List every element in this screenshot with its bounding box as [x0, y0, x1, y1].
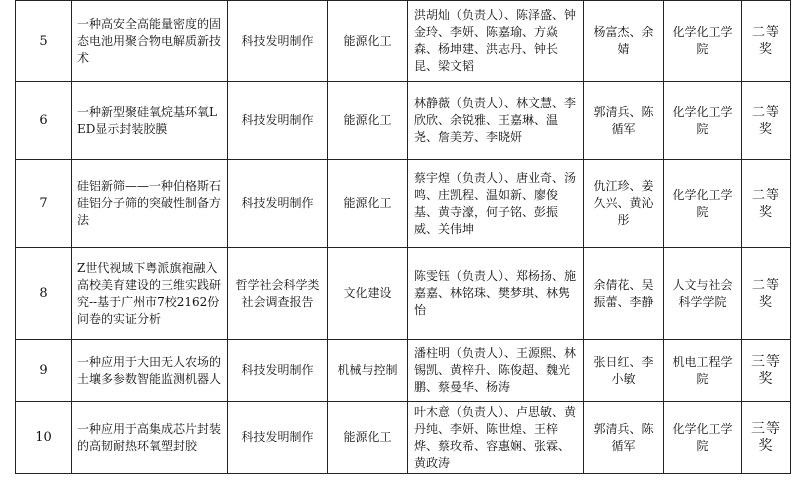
project-field: 能源化工: [328, 1, 408, 82]
row-number: 6: [16, 82, 72, 160]
college: 化学化工学院: [664, 82, 742, 160]
advisors: 余倩花、吴振蕾、李静: [584, 248, 664, 340]
project-category: 科技发明制作: [228, 160, 328, 248]
award-level: 二等奖: [742, 160, 791, 248]
project-category: 科技发明制作: [228, 82, 328, 160]
team-members: 洪胡灿（负责人）、陈泽盛、钟金玲、李妍、陈嘉瑜、方焱森、杨坤建、洪志丹、钟长昆、梁文韬: [408, 1, 584, 82]
table-row: [16, 402, 791, 474]
project-field: 机械与控制: [328, 340, 408, 402]
college: 化学化工学院: [664, 402, 742, 474]
team-members: 陈雯钰（负责人）、郑杨扬、施嘉嘉、林铭珠、樊梦琪、林隽怡: [408, 248, 584, 340]
project-field: 文化建设: [328, 248, 408, 340]
team-members: 叶木意（负责人）、卢思敏、黄丹纯、李妍、陈世煌、王梓烨、蔡玫希、容惠娴、张霖、黄政涛: [408, 402, 584, 474]
row-number: 8: [16, 248, 72, 340]
table-row: [16, 160, 791, 248]
project-field: 能源化工: [328, 402, 408, 474]
project-title: 硅铝新筛——一种伯格斯石硅铝分子筛的突破性制备方法: [72, 160, 228, 248]
table-row: [16, 82, 791, 160]
table-row: [16, 340, 791, 402]
table-row: [16, 248, 791, 340]
project-field: 能源化工: [328, 160, 408, 248]
team-members: 潘柱明（负责人）、王源熙、林锡凯、黄梓升、陈俊超、魏光鹏、蔡曼华、杨涛: [408, 340, 584, 402]
project-category: 科技发明制作: [228, 340, 328, 402]
advisors: 郭清兵、陈循军: [584, 402, 664, 474]
advisors: 仇江珍、姜久兴、黄沁彤: [584, 160, 664, 248]
project-field: 能源化工: [328, 82, 408, 160]
advisors: 郭清兵、陈循军: [584, 82, 664, 160]
award-list-sheet: [15, 0, 790, 474]
team-members: 蔡宇煌（负责人）、唐业奇、汤鸣、庄凯程、温如新、廖俊基、黄寺濠，何子铭、彭振威、关伟坤: [408, 160, 584, 248]
college: 化学化工学院: [664, 1, 742, 82]
team-members: 林静薇（负责人）、林文慧、李欣欣、余锐雅、王嘉琳、温尧、詹美芳、李晓妍: [408, 82, 584, 160]
advisors: 张日红、李小敏: [584, 340, 664, 402]
college: 机电工程学院: [664, 340, 742, 402]
row-number: 10: [16, 402, 72, 474]
project-title: 一种应用于大田无人农场的土壤多参数智能监测机器人: [72, 340, 228, 402]
row-number: 9: [16, 340, 72, 402]
award-level: 二等奖: [742, 82, 791, 160]
award-table-body: [16, 1, 791, 474]
award-table: [15, 0, 791, 474]
project-title: 一种高安全高能量密度的固态电池用聚合物电解质新技术: [72, 1, 228, 82]
award-level: 二等奖: [742, 248, 791, 340]
college: 人文与社会科学学院: [664, 248, 742, 340]
award-level: 三等奖: [742, 402, 791, 474]
project-category: 科技发明制作: [228, 1, 328, 82]
row-number: 5: [16, 1, 72, 82]
table-row: [16, 1, 791, 82]
project-title: Z世代视域下粤派旗袍融入高校美育建设的三维实践研究--基于广州市7校2162份问卷的实证分析: [72, 248, 228, 340]
project-category: 科技发明制作: [228, 402, 328, 474]
advisors: 杨富杰、余婧: [584, 1, 664, 82]
award-level: 三等奖: [742, 340, 791, 402]
project-title: 一种应用于高集成芯片封装的高韧耐热环氧塑封胶: [72, 402, 228, 474]
project-title: 一种新型聚硅氧烷基环氧LED显示封装胶膜: [72, 82, 228, 160]
college: 化学化工学院: [664, 160, 742, 248]
project-category: 哲学社会科学类社会调查报告: [228, 248, 328, 340]
row-number: 7: [16, 160, 72, 248]
award-level: 二等奖: [742, 1, 791, 82]
